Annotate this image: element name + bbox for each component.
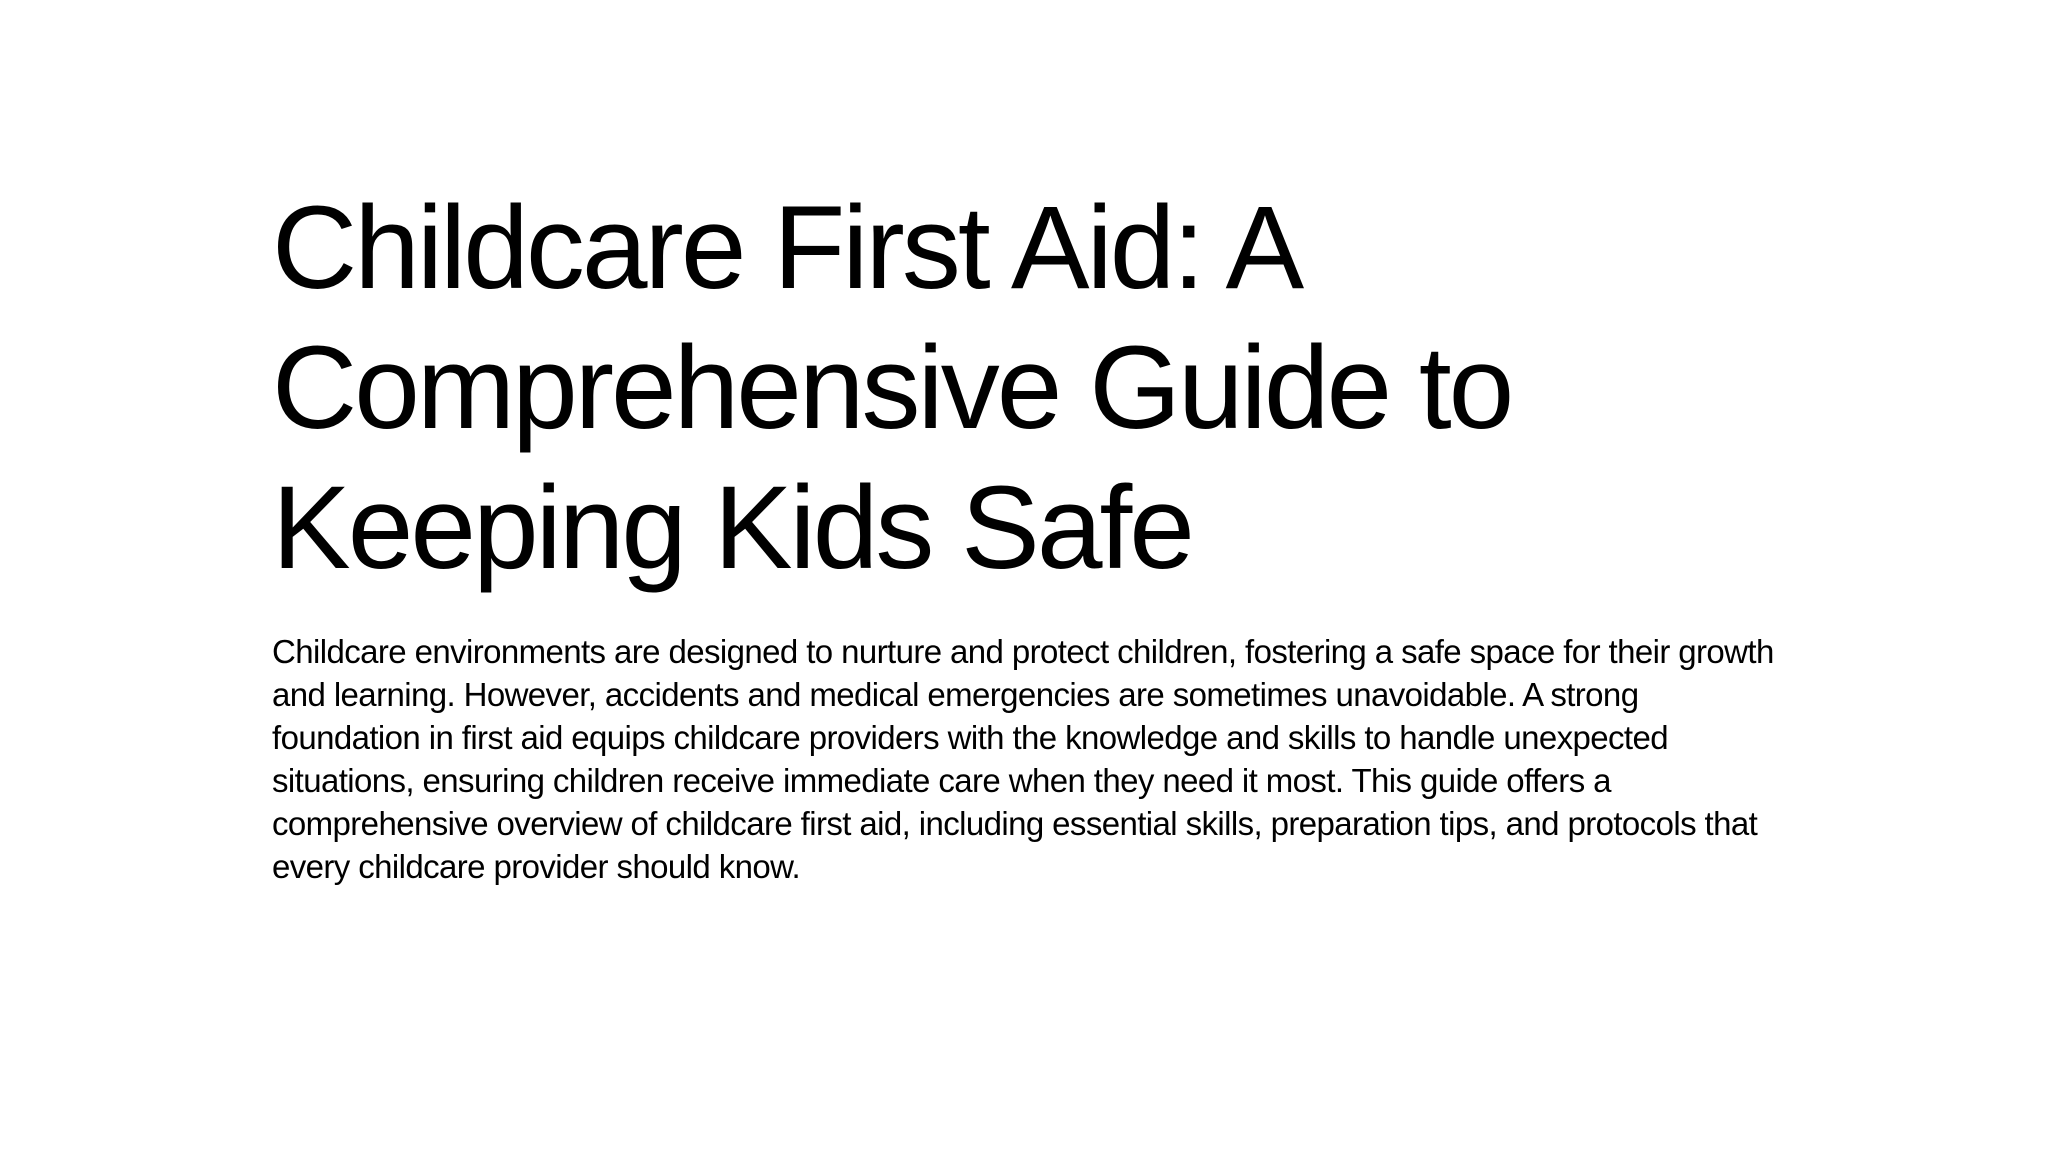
slide-title: Childcare First Aid: A Comprehensive Guide to Keeping Kids Safe	[272, 182, 1512, 594]
slide-body-text: Childcare environments are designed to nurture and protect children, fostering a safe space for their growth and learning. However, accidents and medical emergencies are sometimes unavoidable. A strong foundation in first aid equips childcare providers with the knowledge and skills to handle unexpected situations, ensuring children receive immediate care when they need it most. This guide offers a comprehensive overview of childcare first aid, including essential skills, preparation tips, and protocols that every childcare provider should know.	[272, 633, 1774, 885]
